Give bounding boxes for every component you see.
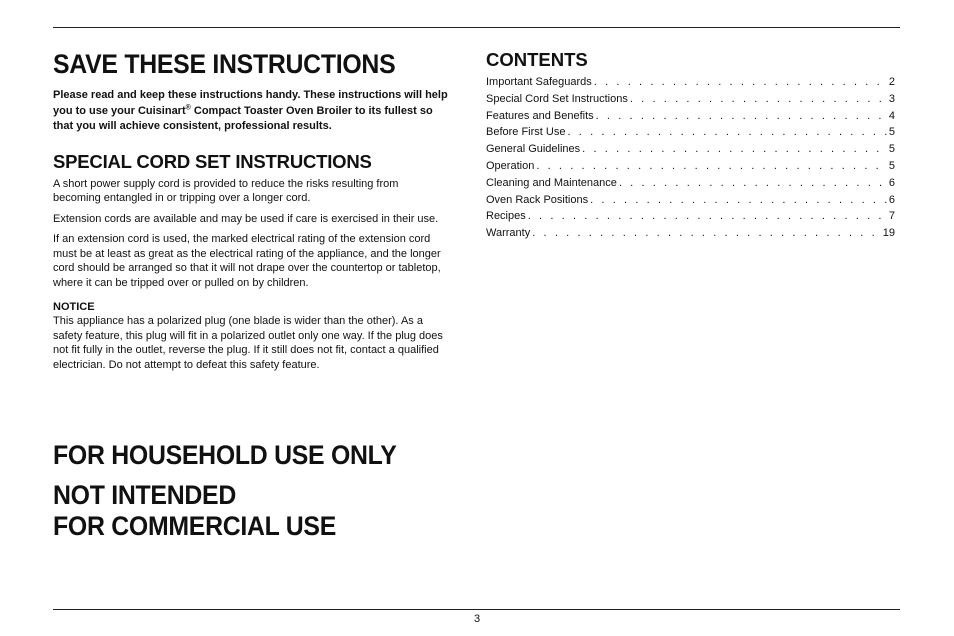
- contents-item-page: 7: [888, 210, 895, 223]
- contents-item-title: Operation: [486, 159, 535, 172]
- intro-paragraph: [53, 88, 448, 135]
- contents-item-general-guidelines[interactable]: [486, 141, 895, 158]
- dot-leader: [619, 175, 887, 192]
- dot-leader: [596, 108, 887, 125]
- registered-mark: ®: [185, 103, 191, 111]
- contents-item-special-cord-set-instructions[interactable]: [486, 91, 895, 108]
- dot-leader: [582, 141, 887, 158]
- dot-leader: [528, 208, 887, 225]
- contents-item-page: 5: [888, 126, 895, 139]
- contents-item-oven-rack-positions[interactable]: [486, 192, 895, 209]
- dot-leader: [590, 192, 887, 209]
- dot-leader: [594, 74, 887, 91]
- contents-item-title: Features and Benefits: [486, 109, 594, 122]
- dot-leader: [532, 225, 881, 242]
- contents-item-page: 6: [888, 176, 895, 189]
- contents-item-page: 19: [882, 227, 895, 240]
- contents-item-title: Before First Use: [486, 126, 566, 139]
- contents-item-features-and-benefits[interactable]: [486, 108, 895, 125]
- cord-paragraph: Extension cords are available and may be used if care is exercised in their use.: [53, 212, 439, 225]
- contents-item-title: General Guidelines: [486, 143, 581, 156]
- cord-section-heading: SPECIAL CORD SET INSTRUCTIONS: [53, 150, 372, 172]
- contents-item-title: Important Safeguards: [486, 76, 592, 88]
- contents-item-page: 6: [888, 193, 895, 206]
- notice-text: This appliance has a polarized plug (one blade is wider than the other). As a safety feature, this plug will fit in a polarized outlet only one way. If the plug does not fit fully in the outlet, reverse the plug. If it still does not fit, contact a qualified electrician. Do not attempt to defeat this safety feature.: [53, 315, 443, 371]
- cord-paragraph: A short power supply cord is provided to reduce the risks resulting from becoming entangled in or tripping over a longer cord.: [53, 177, 399, 204]
- left-column: [53, 47, 448, 372]
- page-title: SAVE THESE INSTRUCTIONS: [53, 49, 396, 79]
- contents-heading: CONTENTS: [486, 49, 588, 70]
- contents-item-important-safeguards[interactable]: [486, 74, 895, 91]
- contents-item-before-first-use[interactable]: [486, 124, 895, 141]
- commercial-use-heading: [53, 480, 336, 542]
- dot-leader: [567, 124, 886, 141]
- contents-column: [486, 49, 895, 242]
- contents-item-recipes[interactable]: [486, 208, 895, 225]
- contents-item-operation[interactable]: [486, 158, 895, 175]
- household-use-heading: FOR HOUSEHOLD USE ONLY: [53, 440, 397, 470]
- notice-heading: NOTICE: [53, 301, 95, 313]
- contents-item-page: 5: [888, 159, 895, 172]
- commercial-heading-line-2: FOR COMMERCIAL USE: [53, 511, 337, 541]
- contents-list: [486, 74, 895, 242]
- commercial-heading-line-1: NOT INTENDED: [53, 480, 236, 510]
- contents-item-cleaning-and-maintenance[interactable]: [486, 175, 895, 192]
- contents-item-title: Oven Rack Positions: [486, 193, 589, 206]
- intro-text-end: Compact Toaster Oven Broiler to its fullest so that you will achieve consistent, professional results.: [53, 104, 433, 132]
- contents-item-page: 2: [888, 76, 895, 88]
- intro-text-start: Please read and keep these instructions handy. These instructions will help you to use your Cuisinart: [53, 89, 448, 117]
- contents-item-title: Cleaning and Maintenance: [486, 176, 617, 189]
- contents-item-page: 4: [888, 109, 895, 122]
- dot-leader: [536, 158, 887, 175]
- dot-leader: [630, 91, 887, 108]
- contents-item-title: Special Cord Set Instructions: [486, 92, 628, 105]
- contents-item-title: Warranty: [486, 227, 531, 240]
- contents-item-page: 5: [888, 143, 895, 156]
- top-rule: [53, 27, 900, 28]
- contents-item-warranty[interactable]: [486, 225, 895, 242]
- bottom-rule: [53, 609, 900, 610]
- contents-item-page: 3: [888, 92, 895, 105]
- contents-item-title: Recipes: [486, 210, 526, 223]
- cord-paragraph: If an extension cord is used, the marked electrical rating of the extension cord must be at least as great as the electrical rating of the appliance, and the longer cord should be arranged so that it will not drape over the countertop or tabletop, where it can be tripped over or pulled on by children.: [53, 233, 441, 289]
- page-number: 3: [473, 613, 481, 625]
